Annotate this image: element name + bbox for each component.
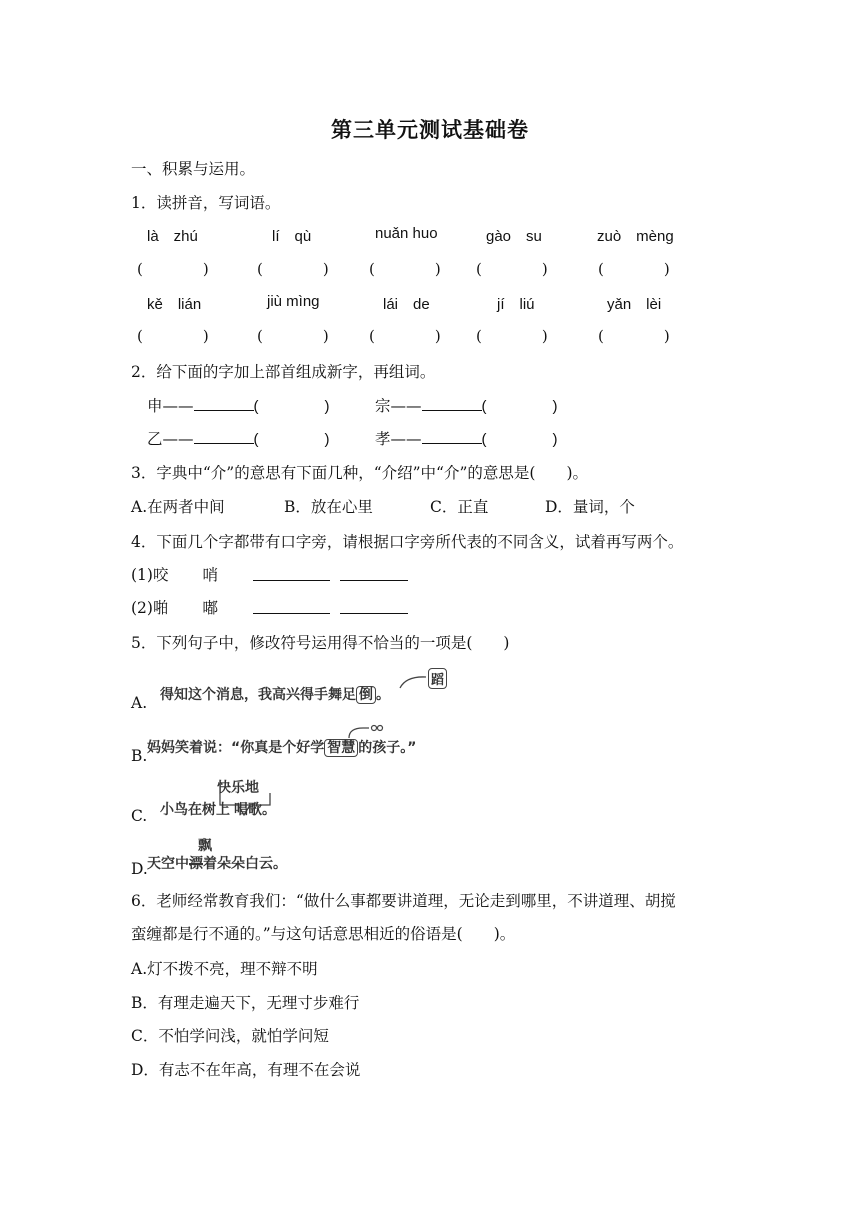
answer-parentheses[interactable]: ( ) [369, 327, 441, 345]
inserted-word: 快乐地 [217, 780, 259, 796]
answer-blank[interactable] [253, 599, 330, 614]
answer-parentheses[interactable]: ( ) [476, 327, 548, 345]
correction-sentence-c [160, 799, 276, 819]
option-c[interactable]: C．正直 [430, 498, 489, 516]
sentence-text: 妈妈笑着说：“你真是个好学 [147, 740, 325, 756]
radical-char: 孝—— [375, 430, 422, 448]
radical-item: 乙—— ( ) [147, 430, 330, 448]
question-2-stem: 2．给下面的字加上部首组成新字，再组词。 [131, 363, 436, 381]
radical-item: 申—— ( ) [147, 397, 330, 415]
answer-blank[interactable] [194, 396, 254, 411]
correction-sentence-a [160, 684, 390, 704]
answer-parentheses[interactable]: ( ) [257, 260, 329, 278]
answer-parentheses[interactable]: ( ) [598, 260, 670, 278]
answer-parentheses[interactable]: ( ) [137, 260, 209, 278]
answer-blank[interactable] [340, 566, 408, 581]
question-6-stem-line2: 蛮缠都是行不通的。”与这句话意思相近的俗语是( )。 [131, 925, 516, 943]
marked-chars: 智慧 [324, 739, 358, 757]
item-label: (2)啪 [131, 599, 169, 617]
pinyin-item: zuò mèng [597, 228, 674, 245]
swap-mark-icon [345, 724, 395, 740]
pinyin-item: là zhú [147, 228, 198, 245]
kou-radical-item [131, 596, 218, 618]
struck-char: 漂 [189, 856, 203, 872]
answer-parentheses[interactable]: ( ) [257, 327, 329, 345]
question-6-stem-line1: 6．老师经常教育我们：“做什么事都要讲道理，无论走到哪里，不讲道理、胡搅 [131, 892, 676, 910]
question-3-stem: 3．字典中“介”的意思有下面几种，“介绍”中“介”的意思是( )。 [131, 464, 589, 482]
item-char: 哨 [202, 566, 218, 584]
option-d-label[interactable]: D. [131, 860, 148, 878]
answer-blank[interactable] [253, 566, 330, 581]
option-b-label[interactable]: B. [131, 747, 148, 765]
radical-char: 宗—— [375, 397, 422, 415]
radical-char: 乙—— [147, 430, 194, 448]
item-label: (1)咬 [131, 566, 169, 584]
option-b[interactable]: B．放在心里 [284, 498, 373, 516]
option-c-label[interactable]: C. [131, 807, 148, 825]
option-a-label[interactable]: A. [131, 694, 148, 712]
option-a[interactable]: A.灯不拨不亮，理不辩不明 [131, 960, 318, 978]
option-b[interactable]: B．有理走遍天下，无理寸步难行 [131, 994, 360, 1012]
kou-radical-item [131, 563, 218, 585]
marked-char: 倒 [356, 686, 376, 704]
sentence-end: 。 [376, 687, 390, 703]
option-c[interactable]: C．不怕学问浅，就怕学问短 [131, 1027, 329, 1045]
radical-item: 孝—— ( ) [375, 430, 558, 448]
answer-blank[interactable] [194, 429, 254, 444]
sentence-end: 着朵朵白云。 [203, 856, 287, 872]
pinyin-item: jí liú [497, 296, 535, 313]
radical-char: 申—— [147, 397, 194, 415]
answer-blank[interactable] [422, 429, 482, 444]
replacement-char: 飘 [198, 838, 212, 854]
sentence-end: 的孩子。” [358, 740, 417, 756]
option-a[interactable]: A.在两者中间 [131, 498, 225, 516]
answer-parentheses[interactable]: ( ) [369, 260, 441, 278]
pinyin-item: kě lián [147, 296, 202, 313]
question-4-stem: 4．下面几个字都带有口字旁，请根据口字旁所代表的不同含义，试着再写两个。 [131, 533, 684, 551]
page-title: 第三单元测试基础卷 [331, 118, 529, 142]
pinyin-item: gào su [486, 228, 542, 245]
replacement-char: 蹈 [428, 668, 447, 689]
pinyin-item: jiù mìng [267, 293, 320, 310]
sentence-text: 天空中 [147, 856, 189, 872]
option-d[interactable]: D．有志不在年高，有理不在会说 [131, 1061, 361, 1079]
pinyin-item: lí qù [272, 228, 312, 245]
correction-sentence-b [147, 737, 416, 757]
sentence-text: 得知这个消息，我高兴得手舞足 [160, 687, 356, 703]
question-5-stem: 5．下列句子中，修改符号运用得不恰当的一项是( ) [131, 634, 510, 652]
radical-item: 宗—— ( ) [375, 397, 558, 415]
answer-blank[interactable] [340, 599, 408, 614]
sentence-end: 唱歌。 [234, 802, 276, 818]
sentence-text: 小鸟在树上 [160, 802, 230, 818]
answer-parentheses[interactable]: ( ) [476, 260, 548, 278]
answer-blank[interactable] [422, 396, 482, 411]
pinyin-item: yǎn lèi [607, 296, 662, 313]
correction-sentence-d [147, 853, 287, 873]
pinyin-item: nuǎn huo [375, 225, 438, 242]
item-char: 嘟 [202, 599, 218, 617]
question-1-stem: 1．读拼音，写词语。 [131, 194, 281, 212]
option-d[interactable]: D．量词，个 [545, 498, 635, 516]
pinyin-item: lái de [383, 296, 430, 313]
answer-parentheses[interactable]: ( ) [137, 327, 209, 345]
section-heading: 一、积累与运用。 [131, 160, 256, 178]
answer-parentheses[interactable]: ( ) [598, 327, 670, 345]
